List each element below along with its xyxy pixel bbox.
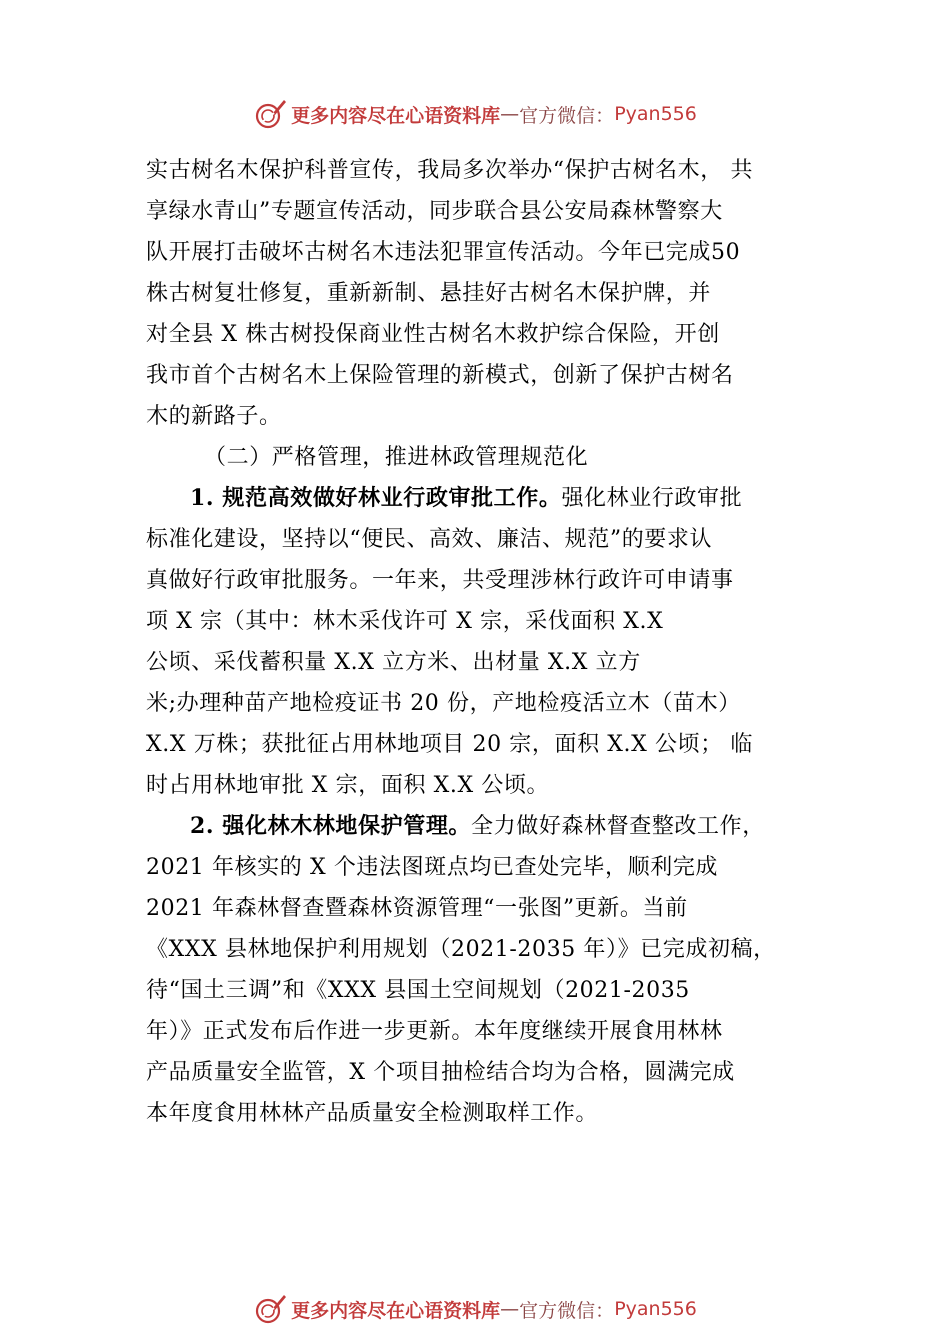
paragraph-1-heading: 1. 规范高效做好林业行政审批工作。 <box>190 485 562 511</box>
text-line: 本年度食用林林产品质量安全检测取样工作。 <box>146 1101 599 1126</box>
paragraph-2-first-line <box>146 806 818 847</box>
brush-logo-icon <box>253 1292 287 1326</box>
banner-dash: — <box>500 103 520 125</box>
text-line: 我市首个古树名木上保险管理的新模式，创新了保护古树名 <box>146 363 734 388</box>
text-line: 产品质量安全监管，X 个项目抽检结合均为合格，圆满完成 <box>146 1060 735 1085</box>
text-line: X.X 万株；获批征占用林地项目 20 宗，面积 X.X 公顷； 临 <box>146 732 753 757</box>
text-line: 米;办理种苗产地检疫证书 20 份，产地检疫活立木（苗木） <box>146 691 741 716</box>
text-line: 时占用林地审批 X 宗，面积 X.X 公顷。 <box>146 773 550 798</box>
text-line: 对全县 X 株古树投保商业性古树名木救护综合保险，开创 <box>146 322 720 347</box>
banner-dash: — <box>500 1298 520 1320</box>
text-line: 待“国土三调”和《XXX 县国土空间规划（2021-2035 <box>146 978 690 1003</box>
document-body <box>146 150 818 1134</box>
footer-banner <box>0 1287 950 1331</box>
banner-wechat-handle: Pyan556 <box>614 103 697 125</box>
paragraph-1-first-line <box>146 478 818 519</box>
header-banner <box>0 92 950 136</box>
text-line: 标准化建设，坚持以“便民、高效、廉洁、规范”的要求认 <box>146 527 713 552</box>
paragraph-2-heading: 2. 强化林木林地保护管理。 <box>190 813 472 839</box>
text-line: 《XXX 县林地保护利用规划（2021-2035 年）》已完成初稿， <box>146 937 776 962</box>
section-heading: （二）严格管理，推进林政管理规范化 <box>204 445 589 470</box>
text-line: 年）》正式发布后作进一步更新。本年度继续开展食用林林 <box>146 1019 723 1044</box>
text-line: 2021 年森林督查暨森林资源管理“一张图”更新。当前 <box>146 896 688 921</box>
text-line: 队开展打击破坏古树名木违法犯罪宣传活动。今年已完成50 <box>146 240 741 265</box>
text-line: 公顷、采伐蓄积量 X.X 立方米、出材量 X.X 立方 <box>146 650 641 675</box>
text-line: 实古树名木保护科普宣传，我局多次举办“保护古树名木， 共 <box>146 158 754 183</box>
brush-logo-icon <box>253 97 287 131</box>
paragraph-2-lead: 全力做好森林督查整改工作， <box>471 814 765 839</box>
banner-official-label: 官方微信： <box>519 1299 615 1322</box>
text-line: 木的新路子。 <box>146 404 282 429</box>
banner-wechat-handle: Pyan556 <box>614 1298 697 1320</box>
text-line: 株古树复壮修复，重新新制、悬挂好古树名木保护牌，并 <box>146 281 712 306</box>
paragraph-1-lead: 强化林业行政审批 <box>561 486 743 511</box>
banner-library-name: 更多内容尽在心语资料库 <box>291 1299 501 1322</box>
text-line: 享绿水青山”专题宣传活动，同步联合县公安局森林警察大 <box>146 199 723 224</box>
text-line: 项 X 宗（其中：林木采伐许可 X 宗，采伐面积 X.X <box>146 609 664 634</box>
text-line: 2021 年核实的 X 个违法图斑点均已查处完毕，顺利完成 <box>146 855 719 880</box>
banner-library-name: 更多内容尽在心语资料库 <box>291 104 501 127</box>
text-line: 真做好行政审批服务。一年来，共受理涉林行政许可申请事 <box>146 568 734 593</box>
banner-official-label: 官方微信： <box>519 104 615 127</box>
